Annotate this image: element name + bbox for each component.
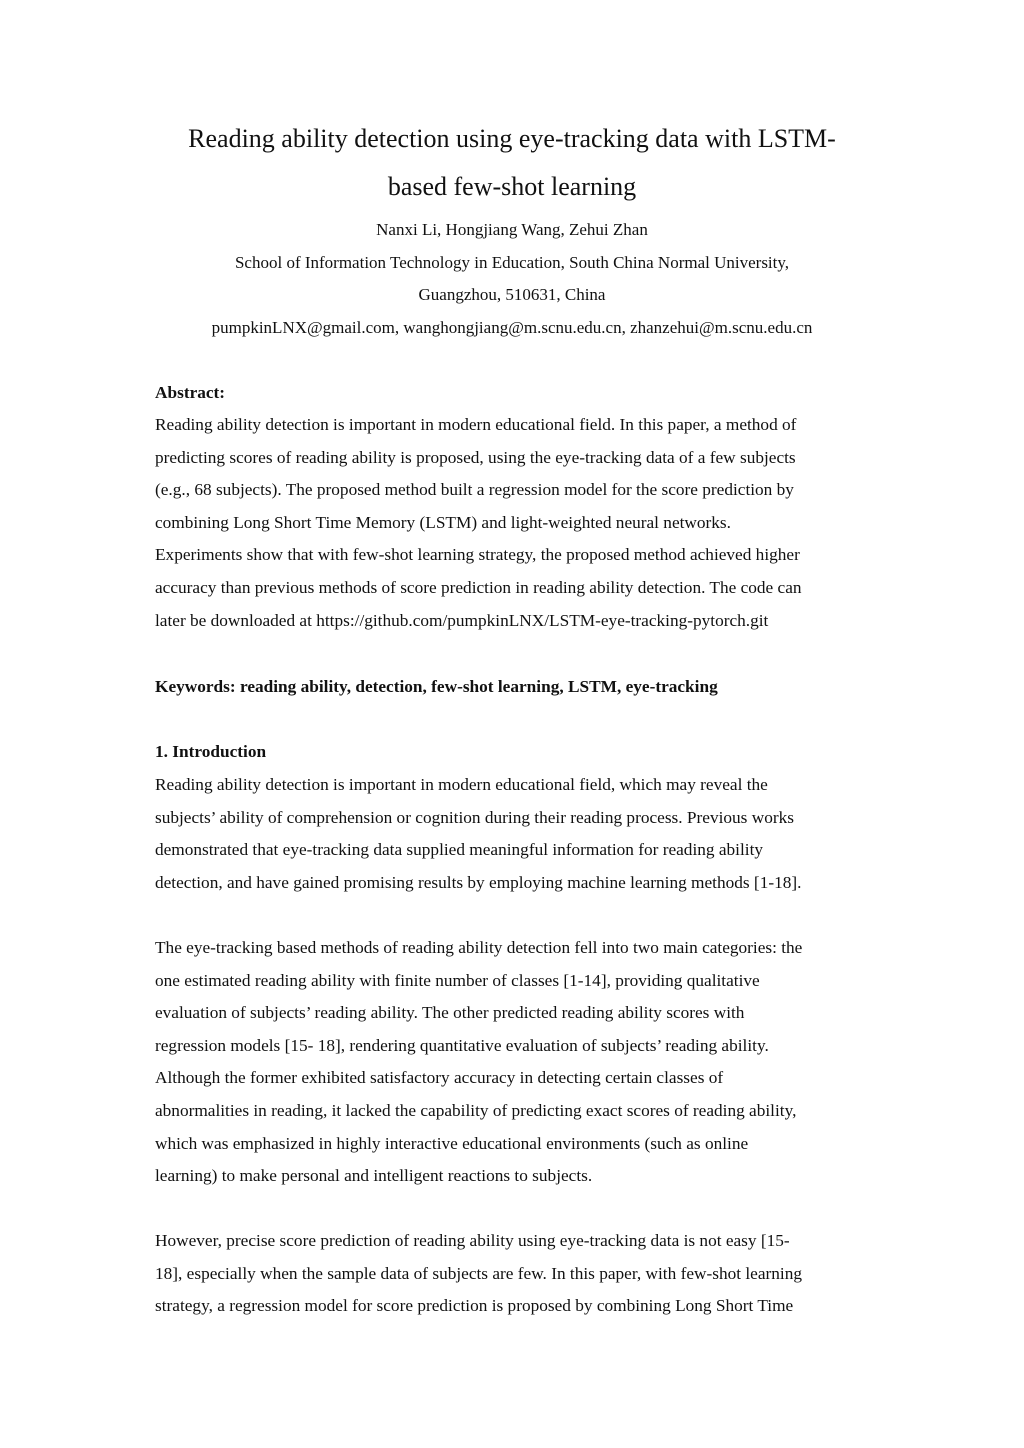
author-list: Nanxi Li, Hongjiang Wang, Zehui Zhan [376,220,648,239]
paragraph-line: However, precise score prediction of reading ability using eye-tracking data is not easy [15- [155,1231,790,1250]
abstract-line: accuracy than previous methods of score prediction in reading ability detection. The code can [155,577,802,597]
paragraph-line: demonstrated that eye-tracking data supplied meaningful information for reading ability [155,840,764,860]
paragraph-line: regression models [15- 18], rendering quantitative evaluation of subjects’ reading ability. [155,1035,769,1055]
affiliation-line: School of Information Technology in Education, South China Normal University, [234,253,790,272]
paragraph-line: Reading ability detection is important in modern educational field, which may reveal the [155,775,768,794]
keywords-line: Keywords: reading ability, detection, few-shot learning, LSTM, eye-tracking [155,677,718,696]
paragraph-line: learning) to make personal and intelligent reactions to subjects. [155,1166,593,1186]
intro-paragraph [155,932,875,1193]
paragraph-line: detection, and have gained promising results by employing machine learning methods [1-18]. [155,872,802,892]
paragraph-line: one estimated reading ability with finite number of classes [1-14], providing qualitative [155,970,760,990]
abstract-line: combining Long Short Time Memory (LSTM) and light-weighted neural networks. [155,512,731,532]
affiliation-line: Guangzhou, 510631, China [418,285,606,304]
abstract-line: predicting scores of reading ability is proposed, using the eye-tracking data of a few subjects [155,447,796,467]
paper-title [60,115,964,211]
title-line: Reading ability detection using eye-tracking data with LSTM- [188,124,836,153]
paragraph-line: The eye-tracking based methods of reading ability detection fell into two main categories: the [155,938,803,957]
abstract-line: Reading ability detection is important in modern educational field. In this paper, a method of [155,415,797,434]
paragraph-line: strategy, a regression model for score prediction is proposed by combining Long Short Time [155,1296,794,1316]
author-emails: pumpkinLNX@gmail.com, wanghongjiang@m.scnu.edu.cn, zhanzehui@m.scnu.edu.cn [211,318,813,337]
abstract-line: (e.g., 68 subjects). The proposed method built a regression model for the score prediction by [155,480,794,500]
paragraph-line: 18], especially when the sample data of subjects are few. In this paper, with few-shot learning [155,1263,802,1283]
abstract-heading: Abstract: [155,383,226,402]
paragraph-line: subjects’ ability of comprehension or cognition during their reading process. Previous works [155,807,794,827]
abstract-line: later be downloaded at https://github.com/pumpkinLNX/LSTM-eye-tracking-pytorch.git [155,610,769,630]
paragraph-line: abnormalities in reading, it lacked the capability of predicting exact scores of reading ability, [155,1100,797,1120]
paragraph-line: which was emphasized in highly interactive educational environments (such as online [155,1133,749,1153]
section-heading-introduction: 1. Introduction [155,742,267,761]
intro-paragraph [155,1225,875,1323]
abstract-line: Experiments show that with few-shot learning strategy, the proposed method achieved higher [155,545,800,565]
intro-paragraph [155,769,875,899]
title-line: based few-shot learning [387,172,637,201]
abstract-text [155,409,875,637]
paragraph-line: evaluation of subjects’ reading ability. The other predicted reading ability scores with [155,1003,745,1023]
paragraph-line: Although the former exhibited satisfactory accuracy in detecting certain classes of [155,1068,724,1088]
